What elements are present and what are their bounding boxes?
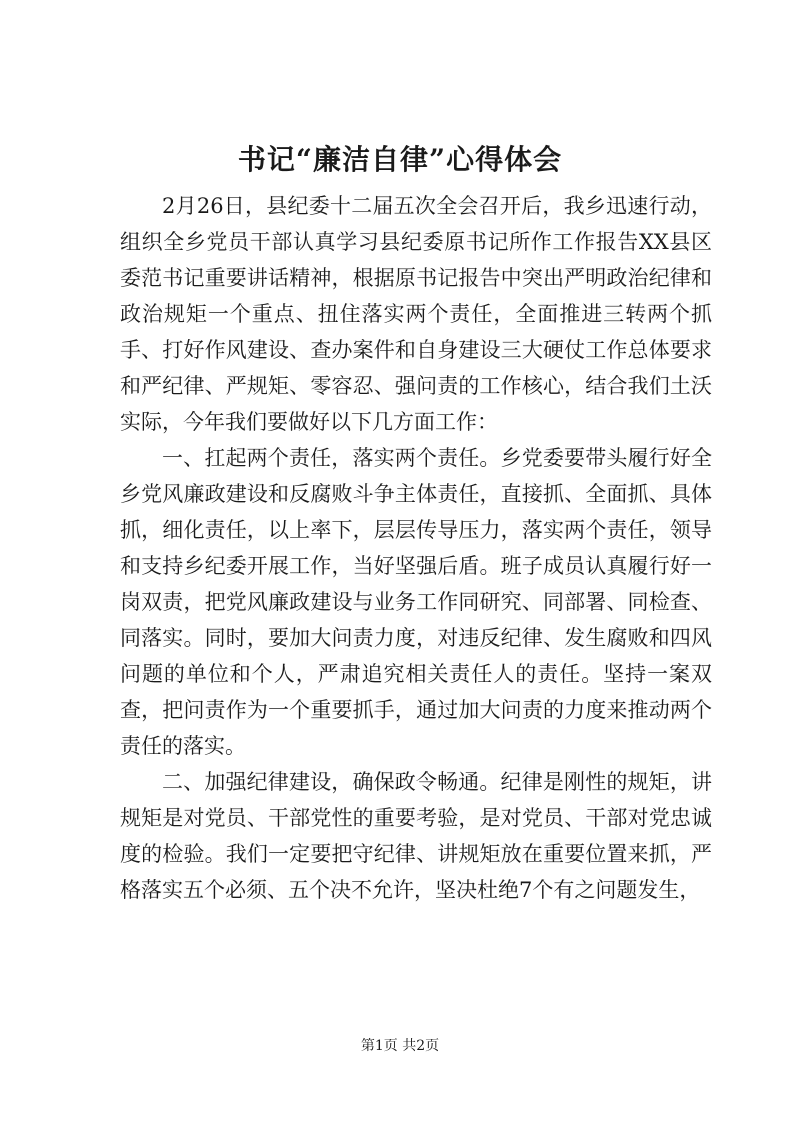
- paragraph-section-one: 一、扛起两个责任，落实两个责任。乡党委要带头履行好全乡党风廉政建设和反腐败斗争主体责任，直接抓、全面抓、具体抓，细化责任，以上率下，层层传导压力，落实两个责任，领导和支持乡纪委开展工作，当好坚强后盾。班子成员认真履行好一岗双责，把党风廉政建设与业务工作同研究、同部署、同检查、同落实。同时，要加大问责力度，对违反纪律、发生腐败和四风问题的单位和个人，严肃追究相关责任人的责任。坚持一案双查，把问责作为一个重要抓手，通过加大问责的力度来推动两个责任的落实。: [120, 446, 712, 758]
- document-title: 书记“廉洁自律”心得体会: [237, 143, 563, 176]
- paragraph-section-two: 二、加强纪律建设，确保政令畅通。纪律是刚性的规矩，讲规矩是对党员、干部党性的重要考验，是对党员、干部对党忠诚度的检验。我们一定要把守纪律、讲规矩放在重要位置来抓，严格落实五个必须、五个决不允许，坚决杜绝7个有之问题发生，: [120, 770, 712, 902]
- page-number-footer: 第1页 共2页: [360, 1038, 440, 1054]
- paragraph-intro: 2月26日，县纪委十二届五次全会召开后，我乡迅速行动，组织全乡党员干部认真学习县纪委原书记所作工作报告XX县区委范书记重要讲话精神，根据原书记报告中突出严明政治纪律和政治规矩一个重点、扭住落实两个责任，全面推进三转两个抓手、打好作风建设、查办案件和自身建设三大硬仗工作总体要求和严纪律、严规矩、零容忍、强问责的工作核心，结合我们土沃实际，今年我们要做好以下几方面工作：: [120, 194, 712, 434]
- document-body: [120, 188, 712, 908]
